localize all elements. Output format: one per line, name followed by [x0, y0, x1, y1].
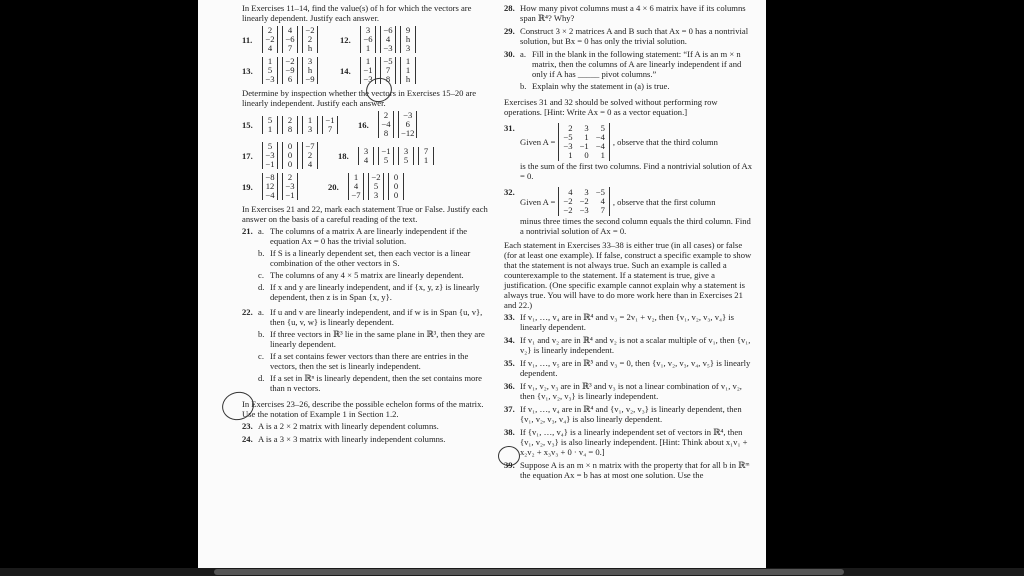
vector-entry: −3 — [363, 74, 373, 84]
vector-entry: 4 — [267, 43, 273, 53]
exercise-label: 28. — [504, 3, 515, 13]
vector-entry: 0 — [287, 150, 293, 160]
column-vector — [302, 26, 318, 53]
exercise-text: If v₁, …, v₅ are in ℝ⁵ and v₃ = 0, then {v₁, v₂, v₃, v₄, v₅} is linearly dependent. — [520, 358, 751, 378]
vector-entry: −5 — [383, 56, 393, 66]
exercise-35 — [504, 358, 754, 378]
exercise-22-items — [258, 307, 496, 395]
vector-entry: 6 — [287, 74, 293, 84]
exercise-19-20-row — [242, 173, 496, 200]
matrix-entry: −3 — [563, 141, 573, 151]
vector-entry: −1 — [363, 65, 373, 75]
vector-entry: −6 — [285, 34, 295, 44]
exercise-37 — [504, 404, 754, 424]
column-vector — [368, 173, 384, 200]
vector-entry: 3 — [365, 25, 371, 35]
matrix-entry: 1 — [600, 150, 605, 160]
vector-entry: 3 — [403, 145, 409, 156]
intro-23-26: In Exercises 23–26, describe the possible echelon forms of the matrix. Use the notation of Example 1 in Section 1.2. — [242, 399, 484, 419]
vector-entry: −3 — [383, 43, 393, 53]
vector-entry: −9 — [305, 74, 315, 84]
column-vector — [360, 26, 376, 53]
intro-11-14: In Exercises 11–14, find the value(s) of h for which the vectors are linearly dependent. Justify each answer. — [242, 3, 472, 23]
vector-entry: 7 — [423, 145, 429, 156]
vector-entry: −3 — [403, 110, 413, 120]
exercise-label: 33. — [504, 312, 515, 322]
vector-entry: −2 — [285, 56, 295, 66]
vector-entry: −4 — [265, 190, 275, 200]
exercise-text: A is a 3 × 3 matrix with linearly independent columns. — [258, 434, 446, 444]
intro-33-38: Each statement in Exercises 33–38 is either true (in all cases) or false (for at least one example). If false, construct a specific example to show that the statement is not always true. Such an example is called a counterexample to the statement. If a statement is true, give a justification. (One specific example cannot explain why a statement is always true. You will have to do more work here than in Exercises 21 and 22.) — [504, 240, 752, 310]
matrix-entry: 5 — [600, 123, 605, 133]
vector-entry: −6 — [363, 34, 373, 44]
exercise-label: 36. — [504, 381, 515, 391]
vector-entry: 9 — [405, 25, 411, 35]
exercise-label: 34. — [504, 335, 515, 345]
exercise-text: How many pivot columns must a 4 × 6 matrix have if its columns span ℝ⁴? Why? — [520, 3, 746, 23]
matrix-entry: 3 — [584, 187, 589, 197]
vector-entry: 4 — [287, 25, 293, 35]
exercise-text: If v₁, …, v₄ are in ℝ⁴ and v₃ = 2v₁ + v₂, then {v₁, v₂, v₃, v₄} is linearly dependent. — [520, 312, 735, 332]
column-vector — [302, 142, 318, 169]
vector-entry: 1 — [405, 65, 411, 75]
exercise-39 — [504, 460, 754, 480]
exercise-label: 11. — [242, 34, 253, 45]
statement-item: d. If x and y are linearly independent, and if {x, y, z} is linearly dependent, then z is in Span {x, y}. — [258, 282, 480, 302]
intro-15-20: Determine by inspection whether the vectors in Exercises 15–20 are linearly independent. Justify each answer. — [242, 88, 477, 108]
vector-entry: 6 — [405, 119, 410, 129]
statement-item: a. If u and v are linearly independent, and if w is in Span {u, v}, then {u, v, w} is linearly dependent. — [258, 307, 483, 327]
vector-entry: 7 — [385, 65, 391, 75]
vector-entry: 4 — [307, 159, 313, 169]
exercise-17-18-row — [242, 142, 496, 169]
statement-item: b. If S is a linearly dependent set, then each vector is a linear combination of the other vectors in S. — [258, 248, 471, 268]
matrix-entry: 7 — [600, 205, 605, 215]
vector-entry: 5 — [403, 154, 409, 165]
vector-entry: 2 — [287, 172, 293, 182]
exercise-13-14-row — [242, 57, 496, 84]
vector-entry: −3 — [265, 150, 275, 160]
column-vector — [348, 173, 364, 200]
vector-entry: 7 — [327, 123, 333, 134]
column-vector — [388, 173, 404, 200]
exercise-23 — [242, 421, 496, 431]
exercise-label: 29. — [504, 26, 515, 36]
column-vector — [262, 116, 278, 134]
exercise-label: 32. — [504, 187, 515, 197]
vector-entry: 1 — [353, 172, 359, 182]
matrix-entry: −3 — [579, 205, 589, 215]
exercise-32: 32. Given A = 4 3 −5 −2 −2 4 −2 −3 7 , observe that the first column minus three times the second column equals the third column. Find a nontrivial solution of Ax = 0. — [504, 187, 754, 236]
statement-item: c. If a set contains fewer vectors than there are entries in the vectors, then the set is linearly independent. — [258, 351, 469, 371]
exercise-24 — [242, 434, 496, 444]
exercise-22 — [242, 307, 496, 395]
exercise-38 — [504, 427, 754, 457]
matrix-entry: −2 — [563, 205, 573, 215]
column-vector — [380, 26, 396, 53]
column-vector — [378, 111, 394, 138]
column-vector — [398, 147, 414, 165]
vector-entry: 5 — [383, 154, 389, 165]
matrix-entry: 1 — [584, 132, 589, 142]
matrix-entry: −4 — [595, 132, 605, 142]
vector-entry: 5 — [267, 114, 273, 125]
vector-entry: 8 — [287, 123, 293, 134]
vector-set-12 — [360, 26, 416, 53]
vector-entry: 3 — [307, 123, 313, 134]
vector-entry: 1 — [423, 154, 429, 165]
matrix-32 — [558, 187, 609, 216]
column-vector — [400, 57, 416, 84]
vector-entry: 1 — [365, 56, 371, 66]
column-vector — [358, 147, 374, 165]
exercise-text: Construct 3 × 2 matrices A and B such that Ax = 0 has a nontrivial solution, but Bx = 0 has only the trivial solution. — [520, 26, 749, 46]
exercise-34 — [504, 335, 754, 355]
vector-entry: −3 — [265, 74, 275, 84]
column-vector — [282, 57, 298, 84]
matrix-entry: 4 — [568, 187, 573, 197]
column-vector — [262, 57, 278, 84]
exercise-label: 24. — [242, 434, 253, 444]
vector-entry: 3 — [405, 43, 411, 53]
matrix-entry: −5 — [595, 187, 605, 197]
statement-item: d. If a set in ℝⁿ is linearly dependent, then the set contains more than n vectors. — [258, 373, 482, 393]
matrix-entry: 1 — [568, 150, 573, 160]
exercise-text: Suppose A is an m × n matrix with the property that for all b in ℝᵐ the equation Ax = b has at most one solution. Use the — [520, 460, 750, 480]
vector-entry: 12 — [265, 181, 275, 191]
vector-entry: −7 — [351, 190, 361, 200]
vector-entry: h — [405, 74, 411, 84]
vector-entry: 2 — [267, 25, 273, 35]
matrix-entry: 3 — [584, 123, 589, 133]
right-column — [504, 3, 754, 483]
column-vector — [302, 57, 318, 84]
exercise-21-items — [258, 226, 496, 304]
vector-entry: 4 — [385, 34, 391, 44]
vector-entry: 4 — [363, 154, 369, 165]
exercise-text: If v₁, …, v₄ are in ℝ⁴ and {v₁, v₂, v₃} is linearly dependent, then {v₁, v₂, v₃, v₄} is also linearly dependent. — [520, 404, 742, 424]
vector-entry: 0 — [287, 159, 293, 169]
exercise-30-a: a. Fill in the blank in the following statement: “If A is an m × n matrix, then the columns of A are linearly independent if and only if A has _____ pivot columns.” — [520, 49, 742, 79]
vector-entry: 3 — [373, 190, 379, 200]
statement-item: a. The columns of a matrix A are linearly independent if the equation Ax = 0 has the trivial solution. — [258, 226, 468, 246]
vector-set-13 — [262, 57, 318, 84]
exercise-text: is the sum of the first two columns. Find a nontrivial solution of Ax = 0. — [520, 161, 753, 181]
matrix-entry: −1 — [579, 141, 589, 151]
vector-entry: 7 — [287, 43, 293, 53]
matrix-entry: −2 — [579, 196, 589, 206]
vector-entry: −3 — [285, 181, 295, 191]
matrix-entry: −4 — [595, 141, 605, 151]
exercise-label: 38. — [504, 427, 515, 437]
vector-entry: h — [307, 43, 313, 53]
vector-entry: 5 — [267, 141, 273, 151]
column-vector — [262, 173, 278, 200]
exercise-label: 17. — [242, 150, 253, 161]
vector-entry: h — [405, 34, 411, 44]
statement-item: c. The columns of any 4 × 5 matrix are linearly dependent. — [258, 270, 464, 280]
exercise-11-12-row — [242, 26, 496, 53]
vector-entry: −2 — [371, 172, 381, 182]
vector-entry: −12 — [401, 128, 415, 138]
exercise-label: 37. — [504, 404, 515, 414]
handwritten-circle-36 — [498, 446, 520, 466]
exercise-text: If v₁, v₂, v₃ are in ℝ³ and v₃ is not a linear combination of v₁, v₂, then {v₁, v₂, v₃} is linearly independent. — [520, 381, 742, 401]
exercise-label: 18. — [338, 150, 349, 161]
exercise-label: 23. — [242, 421, 253, 431]
intro-21-22: In Exercises 21 and 22, mark each statement True or False. Justify each answer on the basis of a careful reading of the text. — [242, 204, 488, 224]
vector-entry: −9 — [285, 65, 295, 75]
vector-entry: 1 — [267, 56, 273, 66]
column-vector — [282, 116, 298, 134]
vector-entry: 4 — [353, 181, 359, 191]
vector-set-20 — [348, 173, 404, 200]
textbook-page — [198, 0, 766, 576]
exercise-label: 31. — [504, 123, 515, 133]
exercise-label: 19. — [242, 181, 253, 192]
left-column — [242, 3, 496, 447]
exercise-label: 13. — [242, 65, 253, 76]
vector-entry: 2 — [307, 150, 313, 160]
vector-set-17 — [262, 142, 318, 169]
matrix-entry: −2 — [563, 196, 573, 206]
horizontal-scrollbar[interactable] — [0, 568, 1024, 576]
vector-entry: −6 — [383, 25, 393, 35]
vector-entry: −4 — [381, 119, 391, 129]
vector-entry: 8 — [383, 128, 389, 138]
scrollbar-thumb[interactable] — [214, 569, 844, 575]
vector-entry: h — [307, 65, 313, 75]
exercise-text: If {v₁, …, v₄} is a linearly independent set of vectors in ℝ⁴, then {v₁, v₂, v₃} is also linearly independent. [Hint: Think about x₁v₁ + x₂v₂ + x₃v₃ + 0 · v₄ = 0.] — [520, 427, 748, 457]
vector-entry: −1 — [285, 190, 295, 200]
exercise-label: 35. — [504, 358, 515, 368]
exercise-text: minus three times the second column equals the third column. Find a nontrivial solution of Ax = 0. — [520, 216, 751, 236]
vector-entry: −1 — [381, 145, 391, 156]
column-vector — [400, 26, 416, 53]
vector-entry: 0 — [393, 190, 399, 200]
exercise-30-b: b. Explain why the statement in (a) is true. — [520, 81, 670, 91]
matrix-31 — [558, 123, 609, 161]
exercise-21 — [242, 226, 496, 304]
exercise-label: 21. — [242, 226, 253, 236]
vector-set-18 — [358, 147, 434, 165]
vector-set-19 — [262, 173, 298, 200]
exercise-label: 15. — [242, 119, 253, 130]
column-vector — [282, 173, 298, 200]
exercise-label: 20. — [328, 181, 339, 192]
column-vector — [322, 116, 338, 134]
column-vector — [282, 26, 298, 53]
vector-entry: 5 — [267, 65, 273, 75]
exercise-text: A is a 2 × 2 matrix with linearly dependent columns. — [258, 421, 439, 431]
vector-set-11 — [262, 26, 318, 53]
vector-entry: 0 — [287, 141, 293, 151]
exercise-text: If v₁ and v₂ are in ℝ⁴ and v₂ is not a scalar multiple of v₁, then {v₁, v₂} is linearly independent. — [520, 335, 751, 355]
exercise-31: 31. Given A = 2 3 5 −5 1 −4 −3 −1 −4 1 0 1 , observe that the third column is the sum of the first two columns. Find a nontrivial solution of Ax = 0. — [504, 123, 753, 181]
statement-item: b. If three vectors in ℝ³ lie in the same plane in ℝ³, then they are linearly dependent. — [258, 329, 485, 349]
exercise-label: 39. — [504, 460, 515, 470]
column-vector — [378, 147, 394, 165]
vector-entry: 1 — [307, 114, 313, 125]
column-vector — [398, 111, 417, 138]
vector-entry: 1 — [365, 43, 371, 53]
vector-set-15 — [262, 116, 338, 134]
matrix-entry: −5 — [563, 132, 573, 142]
column-vector — [418, 147, 434, 165]
vector-entry: 0 — [393, 172, 399, 182]
vector-entry: 3 — [307, 56, 313, 66]
exercise-label: 30. — [504, 49, 515, 59]
vector-entry: −2 — [305, 25, 315, 35]
exercise-label: 22. — [242, 307, 253, 317]
matrix-entry: 0 — [584, 150, 589, 160]
vector-entry: 2 — [383, 110, 389, 120]
intro-31-32: Exercises 31 and 32 should be solved without performing row operations. [Hint: Write Ax = 0 as a vector equation.] — [504, 97, 718, 117]
column-vector — [282, 142, 298, 169]
exercise-label: 12. — [340, 34, 351, 45]
exercise-28 — [504, 3, 754, 23]
matrix-entry: 4 — [600, 196, 605, 206]
vector-entry: 1 — [267, 123, 273, 134]
exercise-36 — [504, 381, 754, 401]
vector-entry: 2 — [307, 34, 313, 44]
vector-entry: −2 — [265, 34, 275, 44]
vector-entry: 3 — [363, 145, 369, 156]
vector-entry: 0 — [393, 181, 399, 191]
vector-entry: 1 — [405, 56, 411, 66]
matrix-entry: 2 — [568, 123, 573, 133]
vector-entry: −1 — [265, 159, 275, 169]
column-vector — [262, 142, 278, 169]
vector-entry: −8 — [265, 172, 275, 182]
exercise-label: 14. — [340, 65, 351, 76]
exercise-33 — [504, 312, 754, 332]
vector-entry: 2 — [287, 114, 293, 125]
vector-entry: 8 — [385, 74, 391, 84]
exercise-30 — [504, 49, 754, 93]
vector-entry: −7 — [305, 141, 315, 151]
vector-set-16 — [378, 111, 417, 138]
exercise-15-16-row — [242, 111, 496, 138]
vector-entry: −1 — [325, 114, 335, 125]
column-vector — [302, 116, 318, 134]
vector-entry: 5 — [373, 181, 379, 191]
column-vector — [262, 26, 278, 53]
exercise-label: 16. — [358, 119, 369, 130]
exercise-29 — [504, 26, 754, 46]
